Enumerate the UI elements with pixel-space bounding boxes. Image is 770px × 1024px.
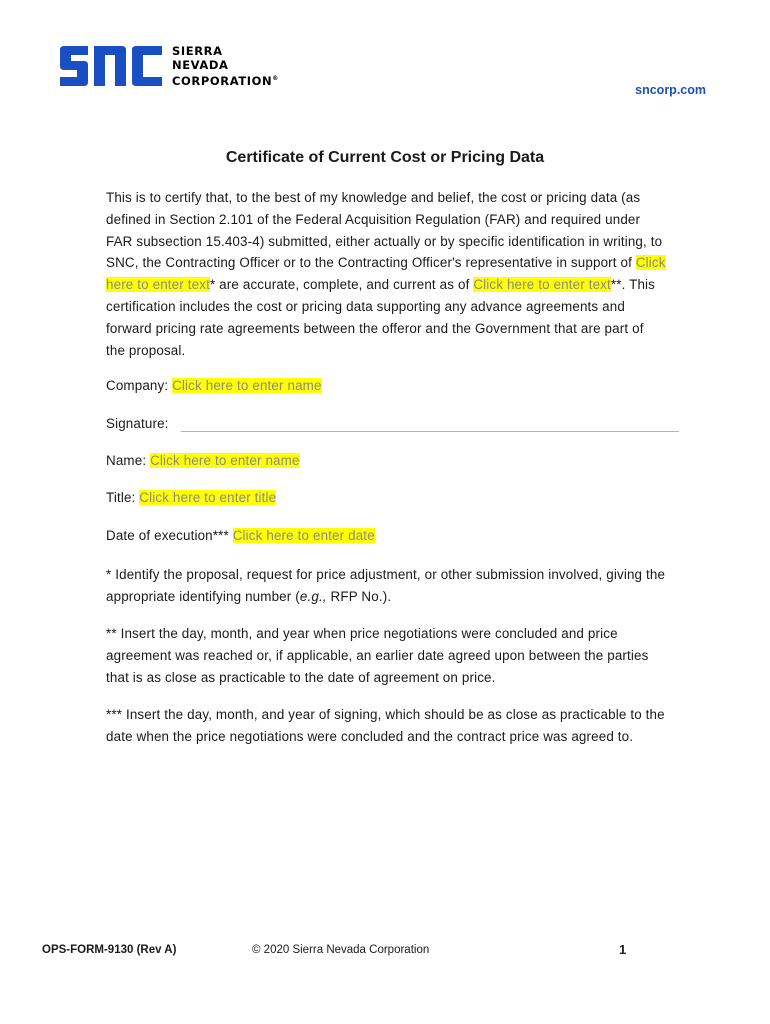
trademark-symbol: ® [272, 75, 279, 83]
proposal-text-field[interactable]: Click here to enter text [106, 255, 666, 293]
name-field[interactable]: Click here to enter name [150, 453, 300, 468]
footnote-3: *** Insert the day, month, and year of signing, which should be as close as practicable to the date when the price negotiations were concluded and the contract price was agreed to. [106, 707, 665, 744]
footnote-1: * Identify the proposal, request for price adjustment, or other submission involved, giving the appropriate identifying number (e.g., RFP No.). [106, 567, 666, 604]
date-field[interactable]: Click here to enter date [232, 528, 375, 543]
name-label: Name: [106, 453, 151, 468]
website-link[interactable]: sncorp.com [635, 83, 706, 97]
copyright-notice: © 2020 Sierra Nevada Corporation [252, 944, 430, 956]
snc-logo [58, 44, 279, 88]
logo-line-nevada: NEVADA [172, 58, 229, 73]
snc-logo-mark [58, 44, 164, 88]
title-field[interactable]: Click here to enter title [139, 490, 277, 505]
title-row [106, 490, 276, 505]
company-row [106, 378, 322, 393]
logo-line-corporation: CORPORATION® [172, 73, 279, 88]
paragraph-text-1: This is to certify that, to the best of my knowledge and belief, the cost or pricing data (as defined in Section 2.101 of the Federal Acquisition Regulation (FAR) and required under FAR subsection 15.403-4) submitted, either actually or by specific identification in writing, to SNC, the Contracting Officer or to the Contracting Officer's representative in support of [106, 190, 663, 271]
document-title: Certificate of Current Cost or Pricing Data [225, 149, 545, 166]
logo-wordmark [172, 44, 279, 88]
paragraph-text-2: * are accurate, complete, and current as of [209, 277, 474, 293]
page-number: 1 [619, 942, 627, 957]
signature-label: Signature: [106, 416, 169, 431]
signature-line[interactable] [181, 431, 679, 432]
date-label: Date of execution*** [106, 528, 233, 543]
paragraph-text-3: **. This certification includes the cost or pricing data supporting any advance agreements and forward pricing rate agreements between the offeror and the Government that are part of the proposal. [106, 277, 656, 358]
footnote-2: ** Insert the day, month, and year when price negotiations were concluded and price agreement was reached or, if applicable, an earlier date agreed upon between the parties that is as close as practicable to the date of agreement on price. [106, 626, 649, 685]
certification-paragraph [106, 187, 666, 361]
form-id: OPS-FORM-9130 (Rev A) [42, 944, 177, 956]
date-row [106, 528, 375, 543]
as-of-date-field[interactable]: Click here to enter text [473, 277, 611, 293]
title-label: Title: [106, 490, 140, 505]
name-row [106, 453, 300, 468]
company-field[interactable]: Click here to enter name [172, 378, 322, 393]
company-label: Company: [106, 378, 173, 393]
logo-line-sierra: SIERRA [172, 44, 223, 59]
eg-emphasis: e.g., [299, 588, 327, 604]
